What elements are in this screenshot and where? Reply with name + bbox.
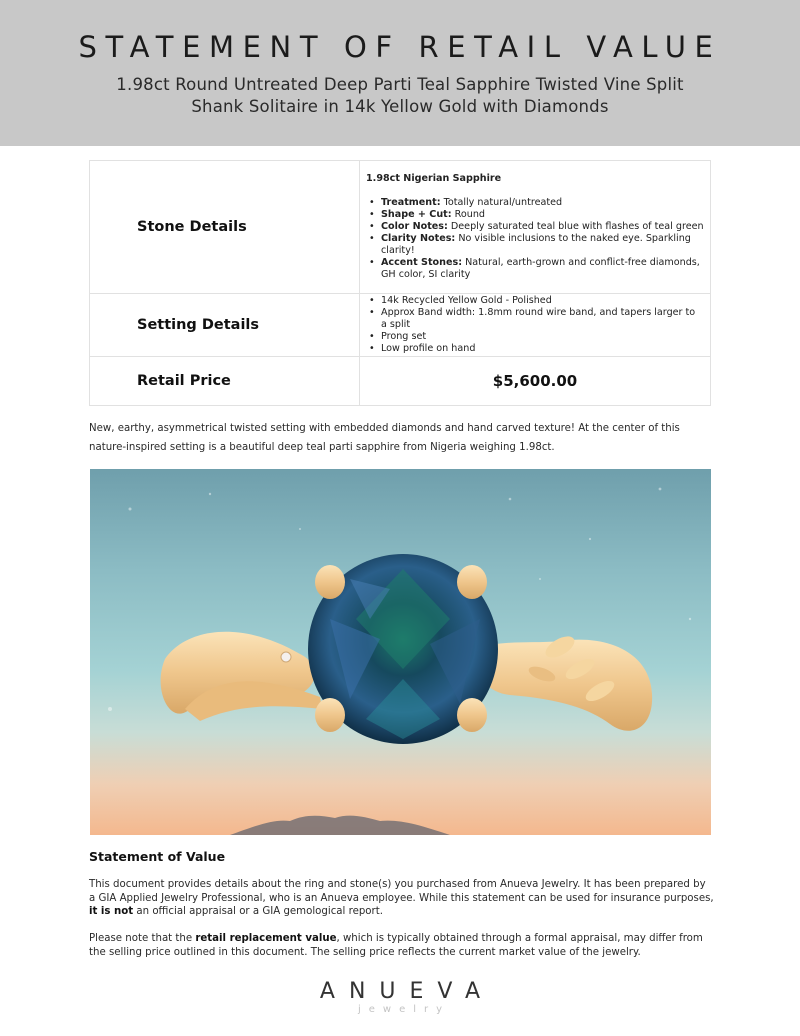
stone-heading: 1.98ct Nigerian Sapphire [366,173,502,184]
product-title-line-2: Shank Solitaire in 14k Yellow Gold with Diamonds [191,97,609,116]
setting-details-label: Setting Details [90,294,360,357]
detail-key: Accent Stones: [381,257,463,268]
statement-text: Please note that the [89,933,196,944]
retail-price-value: $5,600.00 [360,357,711,406]
document-title: STATEMENT OF RETAIL VALUE [78,30,722,64]
statement-emphasis: it is not [89,906,134,918]
setting-details-list [366,295,704,355]
detail-value: Natural, earth-grown and conflict-free diamonds, GH color, SI clarity [381,257,700,280]
logo-tagline: jewelry [357,1004,451,1015]
stone-detail-item [366,197,704,209]
stone-detail-item [366,233,704,257]
detail-value: Totally natural/untreated [440,197,563,208]
stone-detail-item [366,209,704,221]
stone-details-value [360,161,711,294]
product-title-line-1: 1.98ct Round Untreated Deep Parti Teal Sapphire Twisted Vine Split [116,75,684,94]
product-description: New, earthy, asymmetrical twisted setting with embedded diamonds and hand carved texture! At the center of this nature-inspired setting is a beautiful deep teal parti sapphire from Nigeria weighing 1.98ct. [89,423,680,453]
setting-detail-item: • Approx Band width: 1.8mm round wire band, and tapers larger to a split [366,307,704,331]
detail-value: No visible inclusions to the naked eye. Sparkling clarity! [381,233,691,256]
anueva-logo [0,980,800,1016]
statement-emphasis: retail replacement value [195,933,337,944]
product-title [60,74,740,118]
logo-wordmark: ANUEVA [319,979,495,1004]
detail-key: Clarity Notes: [381,233,456,244]
setting-detail-item: • Prong set [366,331,704,343]
setting-detail-item: • Low profile on hand [366,343,704,355]
retail-price-row [90,357,711,406]
detail-key: Treatment: [381,197,441,208]
stone-details-list [366,197,704,281]
statement-text: This document provides details about the ring and stone(s) you purchased from Anueva Jewelry. It has been prepared by a GIA Applied Jewelry Professional, who is an Anueva employee. While this statement can be used for insurance purposes, [89,879,714,904]
detail-value: Deeply saturated teal blue with flashes of teal green [447,221,704,232]
detail-value: Round [451,209,486,220]
detail-key: Color Notes: [381,221,448,232]
ring-photo [90,469,711,835]
stone-details-label: Stone Details [90,161,360,294]
statement-heading: Statement of Value [89,849,226,864]
header-banner [0,0,800,146]
stone-details-row [90,161,711,294]
setting-details-row [90,294,711,357]
statement-text: , which is typically obtained through a formal appraisal, may differ from the selling price outlined in this document. The selling price reflects the current market value of the jewelry. [89,933,703,958]
retail-price-label: Retail Price [90,357,360,406]
setting-detail-item: • 14k Recycled Yellow Gold - Polished [366,295,704,307]
statement-paragraph-1 [89,878,714,919]
statement-paragraph-2 [89,932,714,959]
stone-detail-item [366,221,704,233]
stone-detail-item [366,257,704,281]
details-table [89,160,711,406]
detail-key: Shape + Cut: [381,209,452,220]
ring-illustration [90,469,711,835]
setting-details-value [360,294,711,357]
statement-text: an official appraisal or a GIA gemological report. [133,906,383,918]
